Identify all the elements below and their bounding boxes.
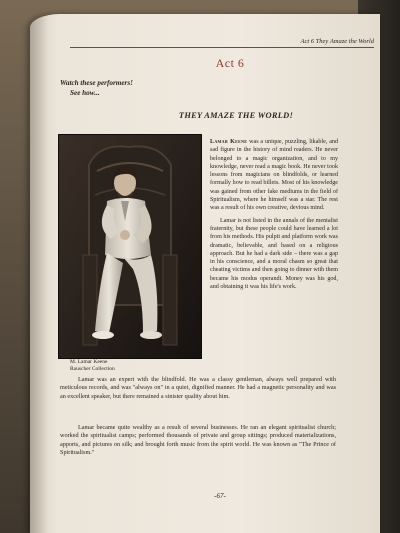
intro-line-1: Watch these performers!	[60, 79, 133, 87]
intro-line-2: See how...	[70, 89, 100, 97]
photo-caption-credit: Rauscher Collection	[70, 366, 115, 372]
right-paragraph-2: Lamar is not listed in the annals of the mentalist fraternity, but these people could have learned a lot from his methods. His pulpit and platform work was dramatic, believable, and based on a religious approach. But he had a dark side – there was a gap in his conscience, and a moral chasm so great that cheating victims and then going to dinner with them became his modus operandi. Money was his god, and obtaining it was his life's work.	[210, 217, 338, 291]
book-page	[30, 14, 380, 533]
page-number: -67-	[214, 492, 226, 500]
act-title: Act 6	[215, 56, 245, 70]
body-paragraph-1-block	[60, 376, 336, 401]
lead-name: Lamar Keene	[210, 139, 248, 145]
body-paragraph-2-block	[60, 424, 336, 458]
right-paragraph-1	[210, 138, 338, 213]
photo-caption-name: M. Lamar Keene	[70, 359, 108, 365]
running-header: Act 6 They Amaze the World	[70, 38, 374, 48]
right-column-text	[210, 138, 338, 295]
chapter-title: THEY AMAZE THE WORLD!	[178, 111, 294, 120]
intro-text	[60, 78, 180, 98]
page-gutter-shadow	[30, 14, 48, 533]
portrait-photo	[58, 134, 202, 359]
body-paragraph-1: Lamar was an expert with the blindfold. He was a classy gentleman, always well prepared with meticulous records, and was "always on" in a quiet, dignified manner. He had a magnetic personality and was an excellent speaker, but there remained a sinister quality about him.	[60, 376, 336, 400]
photo-caption	[70, 359, 200, 373]
body-paragraph-2: Lamar became quite wealthy as a result of several businesses. He ran an elegant spiritualist church; worked the spiritualist camps; performed thousands of private and group sittings; produced materializations, apports, and pictures on silk; and brought forth music from the spirit world. He was known as "The Prince of Spiritualism."	[60, 424, 336, 457]
right-paragraph-1-text: was a unique, puzzling, likable, and sad figure in the history of mind readers. He never belonged to a magic organization, and to my knowledge, never read a magic book. He never took lessons from magicians on blindfolds, or learned formally how to read billets. Most of his knowledge was gained from other fake mediums in the field of Spiritualism, where he himself was a star. The rest was a result of his own creative, devious mind.	[210, 139, 338, 212]
portrait-illustration	[59, 135, 201, 358]
